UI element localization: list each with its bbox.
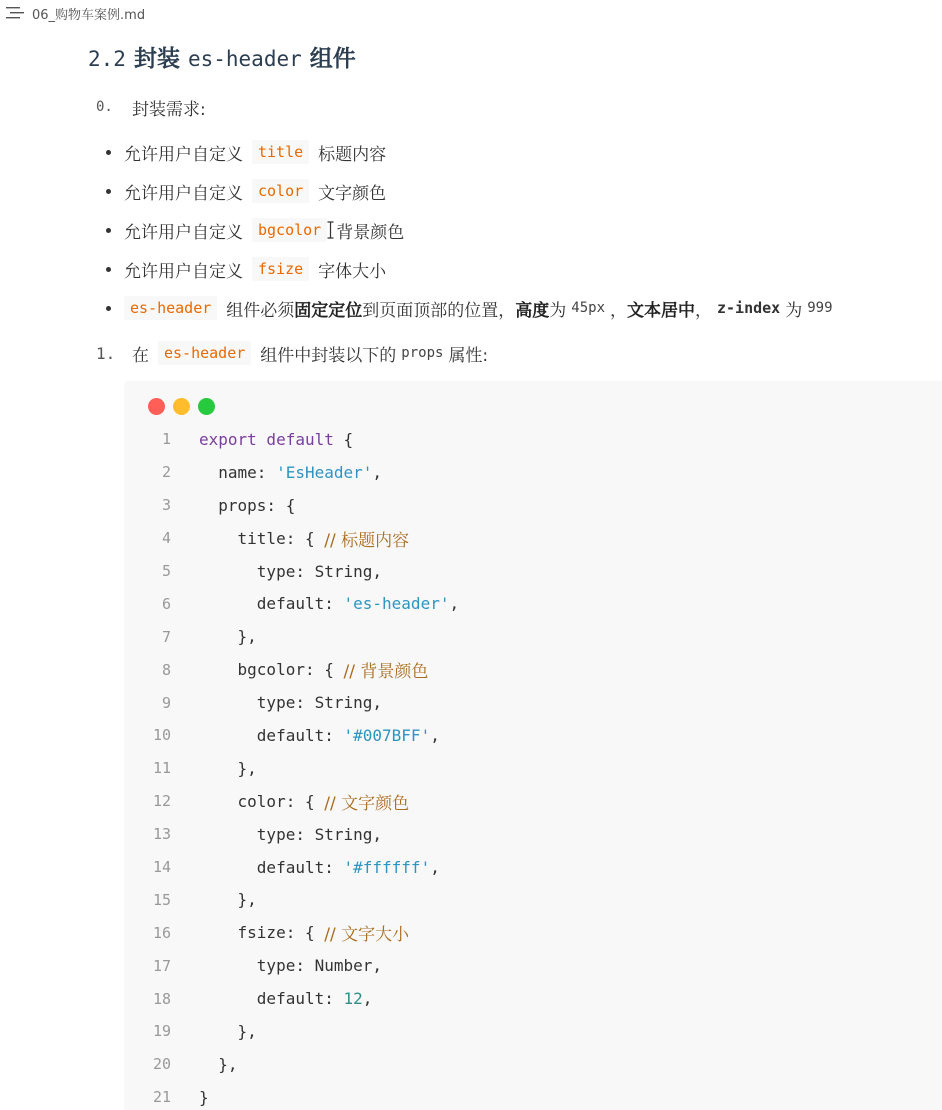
close-dot-icon — [148, 398, 165, 415]
bold-text: 文本居中 — [627, 300, 695, 321]
code-text: props: { — [199, 495, 296, 515]
line-number: 20 — [152, 1055, 171, 1074]
minimize-dot-icon — [173, 398, 190, 415]
heading-code: es-header — [187, 47, 302, 71]
code-text: }, — [199, 1054, 238, 1074]
line-number: 7 — [161, 627, 171, 646]
ordered-item-1 — [96, 340, 488, 366]
code-text: } — [199, 1087, 209, 1107]
code-string: 'EsHeader' — [276, 462, 373, 482]
ordered-item-text: 在 — [132, 345, 149, 366]
line-number: 19 — [152, 1022, 171, 1041]
list-item — [106, 295, 838, 321]
list-item-text: 背景颜色 — [336, 222, 405, 243]
list-item-text: 为 — [549, 300, 567, 321]
ordered-item-0 — [96, 94, 206, 120]
line-number: 5 — [161, 562, 171, 580]
bullet-dot — [106, 189, 111, 194]
code-text: type: String, — [199, 824, 383, 844]
list-item-text: ， — [695, 300, 712, 321]
bullet-dot — [106, 150, 111, 155]
code-comment: // 文字颜色 — [324, 793, 410, 814]
code-text: , — [430, 857, 440, 877]
heading-text-post: 组件 — [309, 46, 356, 72]
code-line — [124, 456, 942, 489]
code-line — [124, 1015, 942, 1048]
code-text: , — [362, 989, 373, 1009]
line-number: 6 — [161, 594, 171, 613]
line-number: 17 — [152, 956, 171, 975]
code-line — [124, 587, 942, 620]
code-text: fsize: { — [199, 923, 325, 943]
code-line — [124, 916, 942, 949]
code-line — [124, 752, 942, 785]
line-number: 9 — [161, 693, 171, 712]
line-number: 14 — [152, 858, 171, 877]
code-text: , — [372, 462, 383, 482]
list-item — [106, 256, 386, 282]
code-line — [124, 686, 942, 719]
section-heading — [88, 40, 356, 73]
ordered-marker: 0. — [96, 99, 113, 115]
list-item-text: 标题内容 — [318, 144, 387, 165]
code-line — [124, 982, 942, 1015]
list-item-text: 组件必须 — [226, 300, 295, 321]
code-string: 'es-header' — [343, 594, 450, 614]
line-number: 10 — [152, 726, 171, 745]
line-number: 4 — [161, 529, 171, 548]
code-string: '#ffffff' — [343, 857, 431, 877]
bold-mono-text: z-index — [717, 299, 781, 317]
bullet-dot — [106, 267, 111, 272]
line-number: 18 — [152, 989, 171, 1008]
code-text: }, — [199, 890, 257, 910]
code-line — [124, 949, 942, 982]
ordered-item-text: 封装需求: — [132, 99, 206, 120]
code-lines — [124, 423, 942, 1110]
code-comment: // 文字大小 — [324, 925, 410, 946]
line-number: 1 — [161, 430, 171, 449]
bullet-dot — [106, 306, 111, 311]
code-text: }, — [199, 627, 257, 647]
code-comment: // 标题内容 — [324, 530, 410, 551]
code-text: default: — [199, 594, 344, 614]
code-line — [124, 423, 942, 456]
ordered-marker: 1. — [96, 343, 116, 363]
code-text: type: Number, — [199, 956, 383, 976]
line-number: 15 — [152, 890, 171, 909]
code-line — [124, 785, 942, 818]
code-text: , — [449, 594, 460, 614]
line-number: 8 — [161, 660, 171, 679]
maximize-dot-icon — [198, 398, 215, 415]
code-text: default: — [199, 857, 344, 877]
hamburger-menu-icon[interactable] — [6, 6, 24, 20]
list-item-text: 允许用户自定义 — [124, 261, 243, 282]
list-item-text: 允许用户自定义 — [124, 144, 243, 165]
list-item-text: 允许用户自定义 — [124, 222, 243, 243]
bullet-dot — [106, 228, 111, 233]
code-line — [124, 489, 942, 522]
code-text: bgcolor: { — [199, 660, 344, 680]
inline-code: es-header — [158, 341, 251, 365]
line-number: 13 — [152, 825, 171, 844]
heading-text-pre: 封装 — [133, 46, 180, 72]
code-comment: // 背景颜色 — [343, 662, 429, 683]
code-string: '#007BFF' — [343, 725, 431, 745]
mono-text: 45px — [571, 300, 605, 316]
list-item — [106, 139, 386, 165]
code-number: 12 — [343, 989, 363, 1009]
line-number: 21 — [152, 1088, 171, 1107]
list-item-text: 文字颜色 — [318, 183, 387, 204]
list-item — [106, 178, 386, 204]
code-line — [124, 719, 942, 752]
line-number: 2 — [161, 463, 171, 482]
code-line — [124, 1048, 942, 1081]
code-text: type: String, — [199, 561, 383, 581]
code-text: name: — [199, 462, 277, 482]
code-text: }, — [199, 1021, 257, 1041]
code-text: default: — [199, 725, 344, 745]
list-item-text: 到页面顶部的位置， — [362, 300, 516, 321]
list-item — [106, 217, 404, 243]
code-text: color: { — [199, 791, 325, 811]
line-number: 12 — [152, 792, 171, 811]
list-item-text: ， — [610, 300, 627, 321]
inline-code: fsize — [252, 257, 309, 281]
window-controls — [148, 398, 215, 415]
code-line — [124, 555, 942, 588]
code-line — [124, 818, 942, 851]
code-block[interactable] — [124, 381, 942, 1110]
inline-code: title — [252, 140, 309, 164]
line-number: 3 — [161, 496, 171, 515]
code-line — [124, 522, 942, 555]
code-line — [124, 620, 942, 653]
code-text: title: { — [199, 528, 325, 548]
line-number: 11 — [152, 759, 171, 778]
line-number: 16 — [152, 923, 171, 942]
text-cursor-icon — [327, 221, 334, 239]
code-keyword: export default — [199, 429, 334, 449]
code-line — [124, 851, 942, 884]
file-name: 06_购物车案例.md — [32, 7, 146, 23]
code-text: }, — [199, 758, 257, 778]
code-text: { — [333, 429, 354, 449]
inline-code: color — [252, 179, 309, 203]
code-text: , — [430, 725, 440, 745]
heading-number: 2.2 — [88, 47, 126, 71]
inline-code: bgcolor — [252, 218, 327, 242]
ordered-item-text: 属性: — [448, 345, 489, 366]
code-line — [124, 1081, 942, 1110]
list-item-text: 字体大小 — [318, 261, 387, 282]
code-text: type: String, — [199, 693, 383, 713]
bold-text: 高度 — [515, 300, 550, 321]
inline-code: es-header — [124, 296, 217, 320]
file-title-bar — [6, 3, 145, 23]
list-item-text: 允许用户自定义 — [124, 183, 243, 204]
mono-text: props — [401, 345, 444, 361]
ordered-item-text: 组件中封装以下的 — [260, 345, 397, 366]
code-text: default: — [199, 989, 344, 1009]
code-line — [124, 653, 942, 686]
mono-text: 999 — [807, 300, 833, 316]
code-line — [124, 883, 942, 916]
bold-text: 固定定位 — [294, 300, 363, 321]
list-item-text: 为 — [785, 300, 803, 321]
